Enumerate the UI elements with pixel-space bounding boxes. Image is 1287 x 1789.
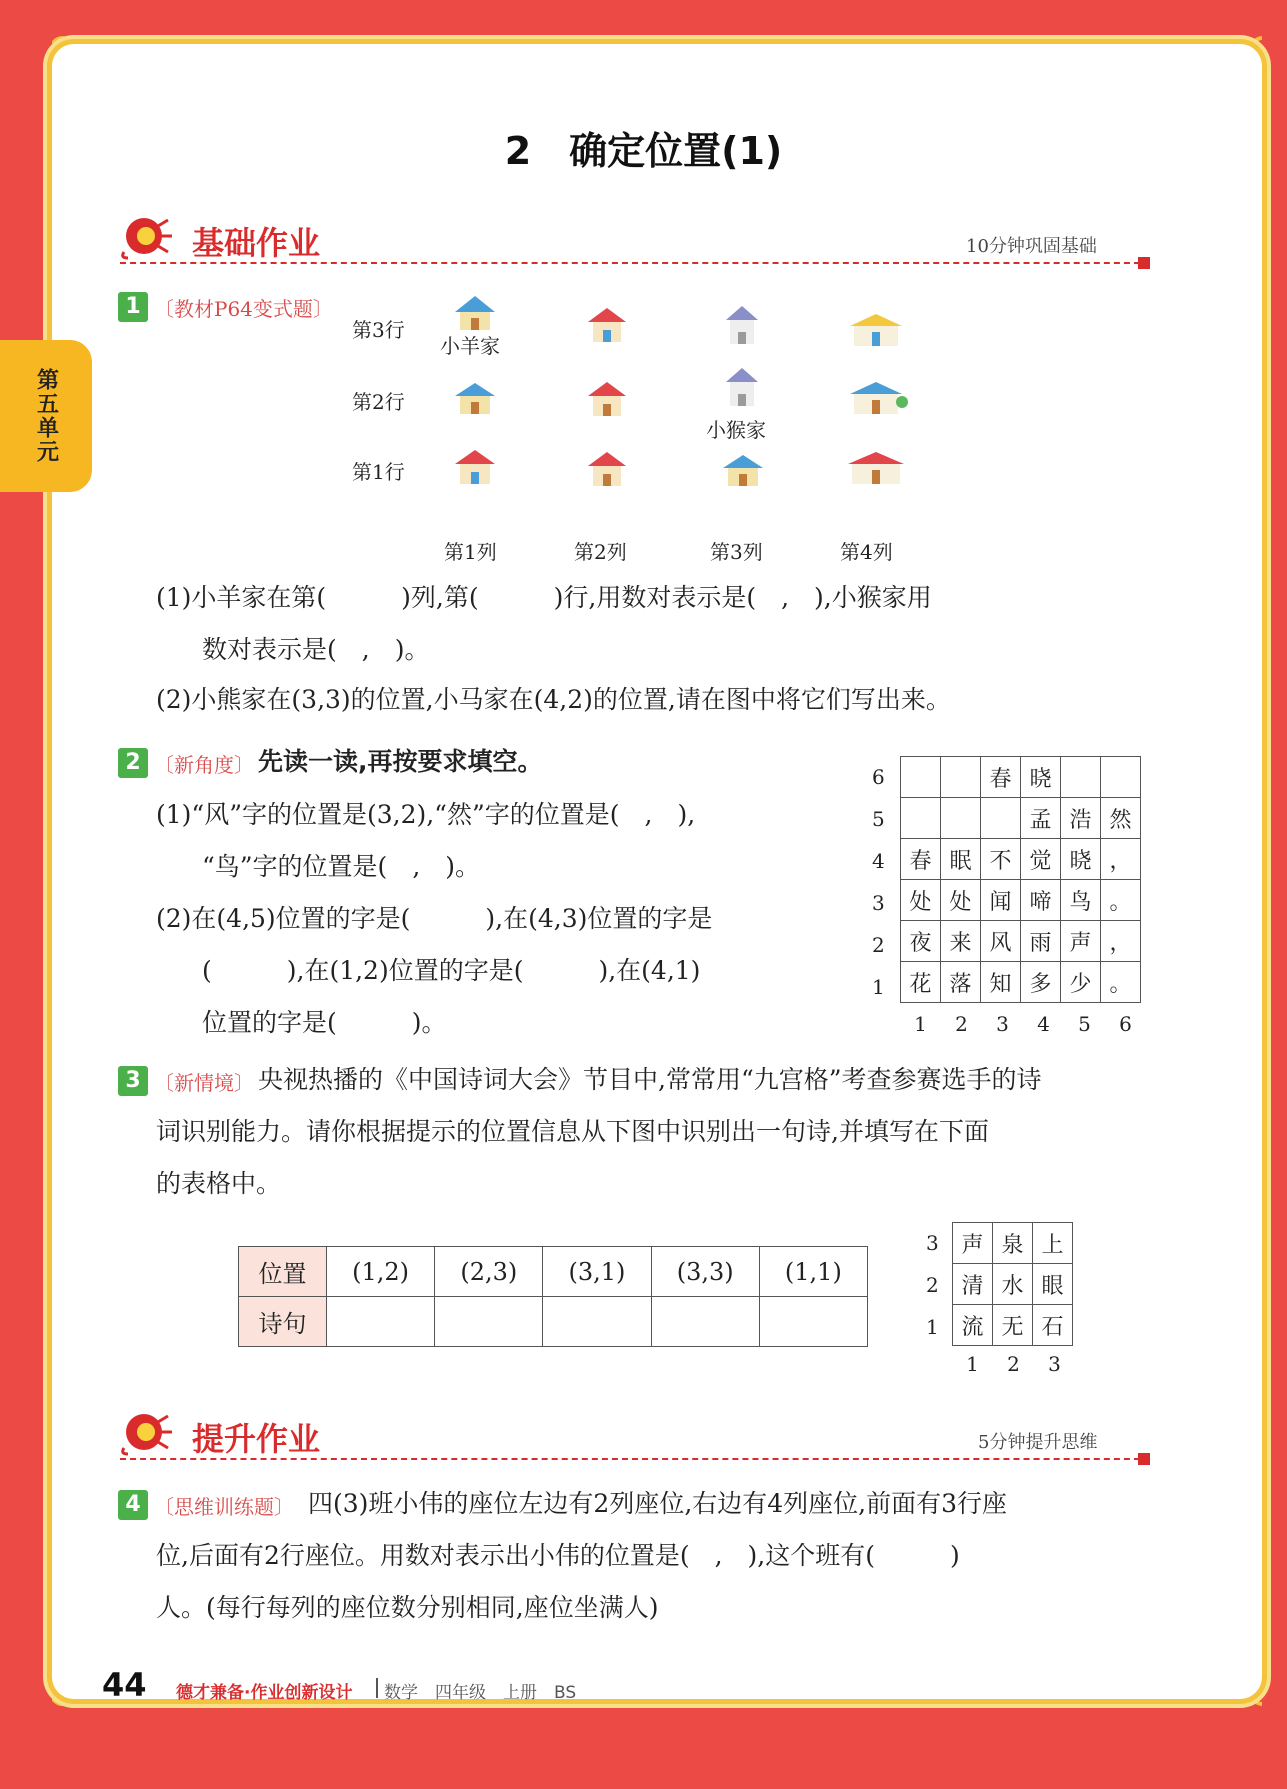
col-label-1: 第1列 xyxy=(444,540,497,564)
section-advanced-title: 提升作业 xyxy=(192,1420,321,1458)
col-label-3: 第3列 xyxy=(710,540,763,564)
grid-cell: 多 xyxy=(1021,962,1061,1003)
question-3-line1: 央视热播的《中国诗词大会》节目中,常常用“九宫格”考查参赛选手的诗 xyxy=(258,1065,1042,1094)
grid-cell: 晓 xyxy=(1061,839,1101,880)
question-4-line3: 人。(每行每列的座位数分别相同,座位坐满人) xyxy=(156,1593,659,1622)
row-label-1: 第1行 xyxy=(352,460,405,484)
grid-row xyxy=(901,921,1141,962)
grid-row xyxy=(953,1305,1073,1346)
grid-cell xyxy=(901,757,941,798)
house-icon xyxy=(585,378,629,418)
grid-cell: 泉 xyxy=(993,1223,1033,1264)
grid-cell xyxy=(941,757,981,798)
divider-end-mark xyxy=(1138,257,1150,269)
grid-cell: 花 xyxy=(901,962,941,1003)
position-cell: (3,1) xyxy=(543,1247,651,1297)
row-number: 3 xyxy=(872,891,885,915)
grid-cell xyxy=(1101,757,1141,798)
grid-cell: 上 xyxy=(1033,1223,1073,1264)
nine-grid-row-numbers xyxy=(926,1222,952,1348)
grid-cell xyxy=(941,798,981,839)
col-number: 3 xyxy=(1048,1352,1061,1376)
grid-cell: 水 xyxy=(993,1264,1033,1305)
question-2-tag: 〔新角度〕 xyxy=(154,753,254,777)
house-icon xyxy=(452,446,498,486)
grid-cell: 清 xyxy=(953,1264,993,1305)
house-icon xyxy=(585,448,629,488)
page-number: 44 xyxy=(102,1666,147,1704)
footer-brand: 德才兼备·作业创新设计 xyxy=(176,1683,353,1703)
grid-row xyxy=(953,1264,1073,1305)
question-1-part1-line2: 数对表示是( , )。 xyxy=(202,635,430,664)
bulb-icon xyxy=(118,1408,178,1458)
grid-cell: 春 xyxy=(981,757,1021,798)
position-cell: (1,2) xyxy=(327,1247,435,1297)
page-title: 2 确定位置(1) xyxy=(504,129,783,173)
grid-row xyxy=(901,798,1141,839)
question-2-number: 2 xyxy=(118,748,148,778)
grid-cell: 春 xyxy=(901,839,941,880)
grid-cell: 知 xyxy=(981,962,1021,1003)
question-2-line5: 位置的字是( )。 xyxy=(202,1008,447,1037)
question-2-instruction: 先读一读,再按要求填空。 xyxy=(258,747,543,776)
col-number: 5 xyxy=(1078,1012,1091,1036)
grid-cell: 鸟 xyxy=(1061,880,1101,921)
grid-cell: 觉 xyxy=(1021,839,1061,880)
question-4-number: 4 xyxy=(118,1490,148,1520)
grid-row xyxy=(901,839,1141,880)
house-icon xyxy=(718,452,768,488)
house-icon xyxy=(722,366,762,408)
answer-cell[interactable] xyxy=(435,1297,543,1347)
grid-cell xyxy=(1061,757,1101,798)
row-number: 2 xyxy=(926,1273,939,1297)
divider-end-mark xyxy=(1138,1453,1150,1465)
question-4-tag: 〔思维训练题〕 xyxy=(154,1495,294,1519)
col-number: 2 xyxy=(955,1012,968,1036)
grid-cell xyxy=(901,798,941,839)
answer-cell[interactable] xyxy=(543,1297,651,1347)
row-number: 5 xyxy=(872,807,885,831)
grid-cell: 石 xyxy=(1033,1305,1073,1346)
section-basic-note: 10分钟巩固基础 xyxy=(966,236,1097,257)
position-cell: (1,1) xyxy=(759,1247,867,1297)
grid-cell: 处 xyxy=(901,880,941,921)
row-number: 6 xyxy=(872,765,885,789)
house-icon xyxy=(450,292,500,332)
question-2-line2: “鸟”字的位置是( , )。 xyxy=(202,852,481,881)
col-number: 1 xyxy=(966,1352,979,1376)
grid-cell: 不 xyxy=(981,839,1021,880)
answer-cell[interactable] xyxy=(327,1297,435,1347)
grid-cell: 雨 xyxy=(1021,921,1061,962)
position-cell: (2,3) xyxy=(435,1247,543,1297)
row-number: 4 xyxy=(872,849,885,873)
grid-cell: 落 xyxy=(941,962,981,1003)
footer-subject: 数学 四年级 上册 BS xyxy=(384,1683,577,1703)
row-label-3: 第3行 xyxy=(352,318,405,342)
section-basic-divider xyxy=(120,262,1150,264)
question-4-line2: 位,后面有2行座位。用数对表示出小伟的位置是( , ),这个班有( ) xyxy=(156,1541,960,1570)
table-header-poem: 诗句 xyxy=(239,1297,327,1347)
grid-row xyxy=(901,880,1141,921)
question-3-line3: 的表格中。 xyxy=(156,1169,282,1198)
grid-row xyxy=(953,1223,1073,1264)
answer-cell[interactable] xyxy=(759,1297,867,1347)
row-number: 3 xyxy=(926,1231,939,1255)
nine-grid-col-numbers xyxy=(952,1352,1075,1376)
house-icon xyxy=(844,450,908,486)
col-number: 1 xyxy=(914,1012,927,1036)
question-3-tag: 〔新情境〕 xyxy=(154,1071,254,1095)
col-label-4: 第4列 xyxy=(840,540,893,564)
grid-cell: 闻 xyxy=(981,880,1021,921)
question-4-line1: 四(3)班小伟的座位左边有2列座位,右边有4列座位,前面有3行座 xyxy=(308,1489,1008,1518)
section-advanced-note: 5分钟提升思维 xyxy=(978,1432,1098,1453)
question-2-line4: ( ),在(1,2)位置的字是( ),在(4,1) xyxy=(202,956,701,985)
label-sheep-house: 小羊家 xyxy=(440,334,500,358)
grid-cell: 晓 xyxy=(1021,757,1061,798)
unit-tab: 第五单元 xyxy=(0,340,92,492)
grid-cell: 无 xyxy=(993,1305,1033,1346)
footer-separator xyxy=(376,1678,378,1698)
house-icon xyxy=(722,304,762,346)
grid-cell: 风 xyxy=(981,921,1021,962)
grid-cell xyxy=(981,798,1021,839)
grid-cell: 然 xyxy=(1101,798,1141,839)
label-monkey-house: 小猴家 xyxy=(706,418,766,442)
bulb-icon xyxy=(118,212,178,262)
grid-row xyxy=(901,757,1141,798)
grid-cell: 夜 xyxy=(901,921,941,962)
row-label-2: 第2行 xyxy=(352,390,405,414)
col-number: 3 xyxy=(996,1012,1009,1036)
answer-cell[interactable] xyxy=(651,1297,759,1347)
house-icon xyxy=(848,312,904,348)
grid-cell: ， xyxy=(1101,839,1141,880)
table-header-position: 位置 xyxy=(239,1247,327,1297)
question-1-number: 1 xyxy=(118,292,148,322)
col-label-2: 第2列 xyxy=(574,540,627,564)
question-2-line1: (1)“风”字的位置是(3,2),“然”字的位置是( , ), xyxy=(156,800,696,829)
row-number: 2 xyxy=(872,933,885,957)
grid-cell: 流 xyxy=(953,1305,993,1346)
poem-grid-col-numbers xyxy=(900,1012,1146,1036)
grid-cell: ， xyxy=(1101,921,1141,962)
grid-row xyxy=(901,962,1141,1003)
col-number: 4 xyxy=(1037,1012,1050,1036)
grid-cell: 浩 xyxy=(1061,798,1101,839)
grid-cell: 声 xyxy=(953,1223,993,1264)
grid-cell: 眠 xyxy=(941,839,981,880)
house-icon xyxy=(450,380,500,416)
row-number: 1 xyxy=(926,1315,939,1339)
section-advanced-divider xyxy=(120,1458,1150,1460)
question-3-line2: 词识别能力。请你根据提示的位置信息从下图中识别出一句诗,并填写在下面 xyxy=(156,1117,989,1146)
poem-grid xyxy=(900,756,1141,1003)
nine-grid xyxy=(952,1222,1073,1346)
grid-cell: 少 xyxy=(1061,962,1101,1003)
grid-cell: 孟 xyxy=(1021,798,1061,839)
poem-answer-table xyxy=(238,1246,868,1347)
grid-cell: 啼 xyxy=(1021,880,1061,921)
col-number: 6 xyxy=(1119,1012,1132,1036)
row-number: 1 xyxy=(872,975,885,999)
grid-cell: 眼 xyxy=(1033,1264,1073,1305)
position-cell: (3,3) xyxy=(651,1247,759,1297)
col-number: 2 xyxy=(1007,1352,1020,1376)
question-2-line3: (2)在(4,5)位置的字是( ),在(4,3)位置的字是 xyxy=(156,904,713,933)
poem-grid-row-numbers xyxy=(872,756,900,1008)
house-icon xyxy=(585,304,629,344)
grid-cell: 处 xyxy=(941,880,981,921)
section-basic-title: 基础作业 xyxy=(192,224,321,262)
question-1-part1-line1: (1)小羊家在第( )列,第( )行,用数对表示是( , ),小猴家用 xyxy=(156,583,932,612)
grid-cell: 来 xyxy=(941,921,981,962)
grid-cell: 声 xyxy=(1061,921,1101,962)
question-1-part2: (2)小熊家在(3,3)的位置,小马家在(4,2)的位置,请在图中将它们写出来。 xyxy=(156,685,951,714)
question-3-number: 3 xyxy=(118,1066,148,1096)
house-icon xyxy=(848,380,908,416)
question-1-tag: 〔教材P64变式题〕 xyxy=(154,297,333,321)
grid-cell: 。 xyxy=(1101,880,1141,921)
grid-cell: 。 xyxy=(1101,962,1141,1003)
